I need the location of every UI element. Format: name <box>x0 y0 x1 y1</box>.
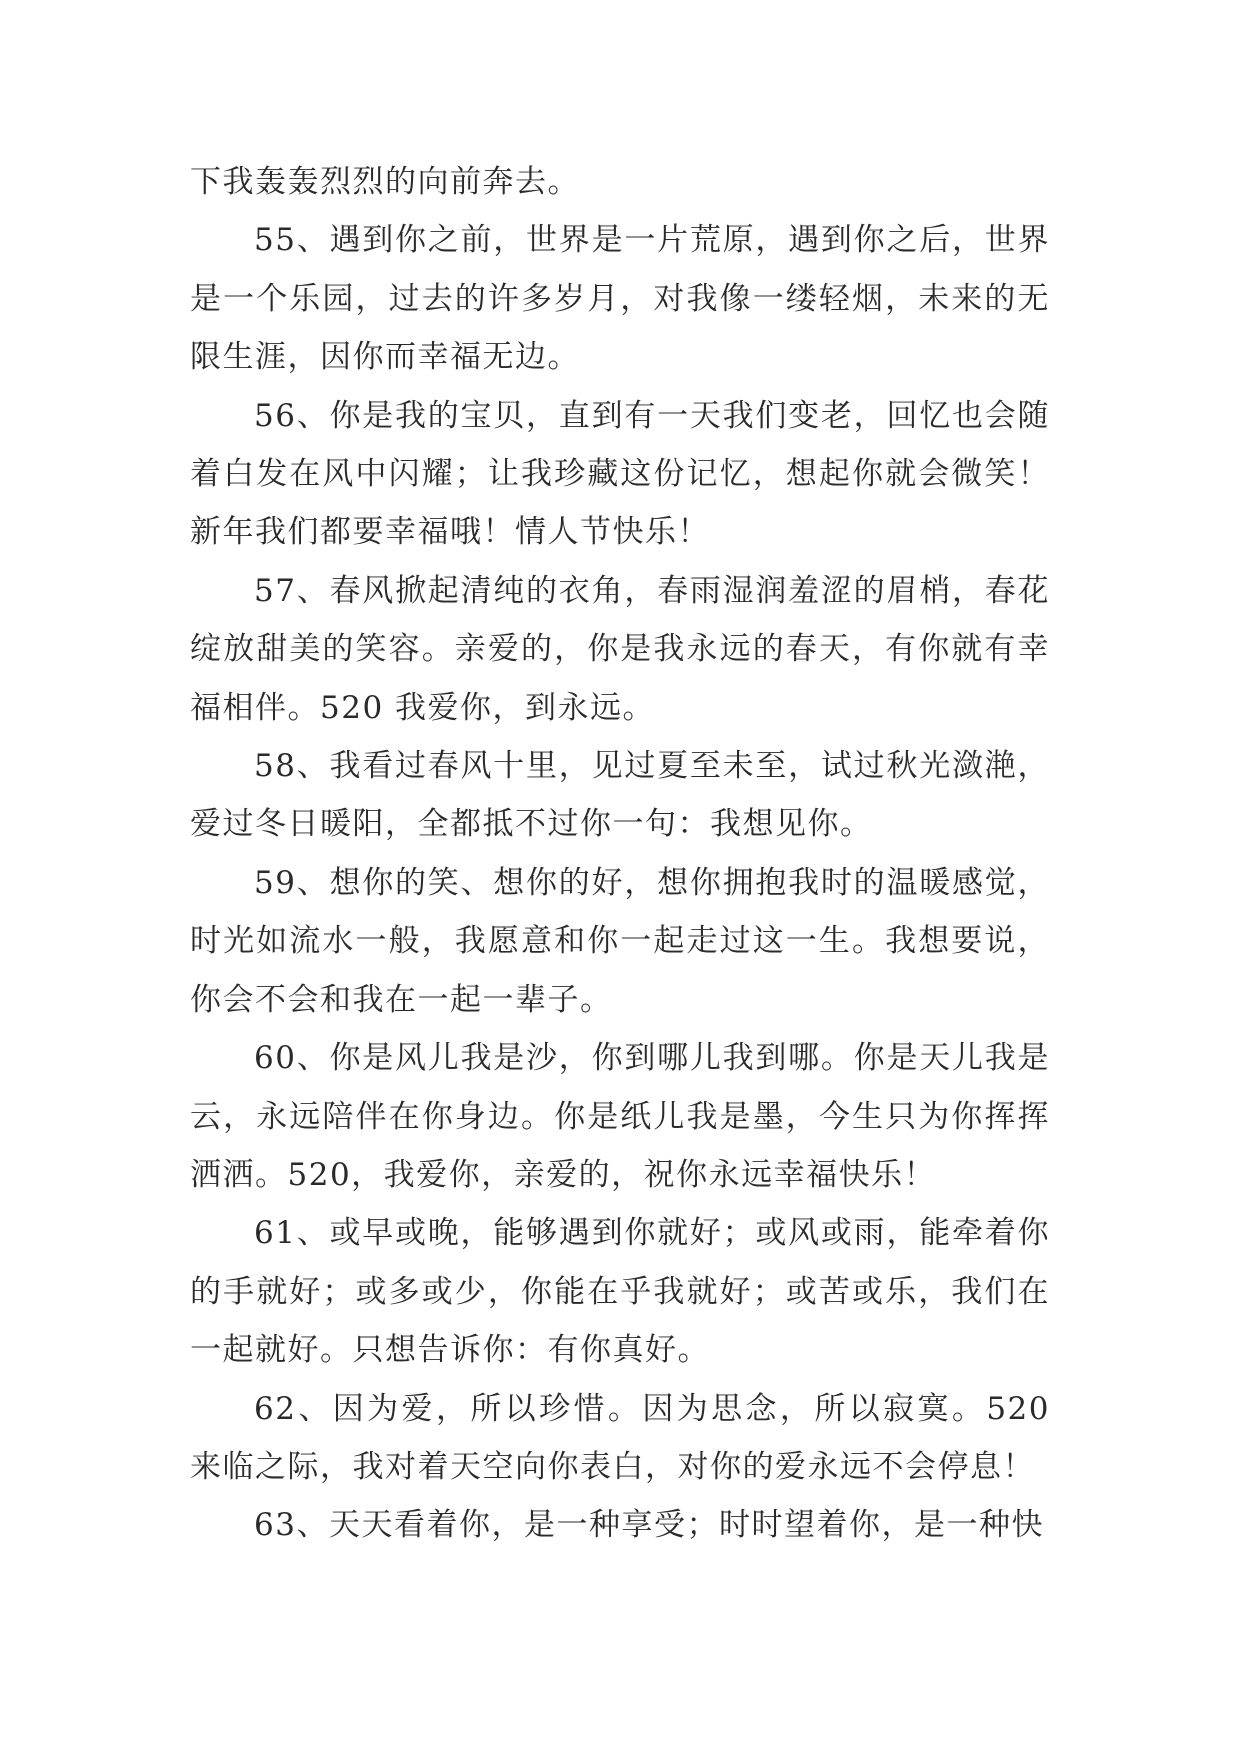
paragraph-56: 56、你是我的宝贝，直到有一天我们变老，回忆也会随着白发在风中闪耀；让我珍藏这份记忆，想起你就会微笑！新年我们都要幸福哦！情人节快乐！ <box>190 397 1050 551</box>
paragraph-59: 59、想你的笑、想你的好，想你拥抱我时的温暖感觉，时光如流水一般，我愿意和你一起走过这一生。我想要说，你会不会和我在一起一辈子。 <box>190 864 1050 1018</box>
paragraph-61: 61、或早或晚，能够遇到你就好；或风或雨，能牵着你的手就好；或多或少，你能在乎我就好；或苦或乐，我们在一起就好。只想告诉你：有你真好。 <box>190 1215 1050 1369</box>
paragraph-continued: 下我轰轰烈烈的向前奔去。 <box>190 164 580 200</box>
paragraph-60: 60、你是风儿我是沙，你到哪儿我到哪。你是天儿我是云，永远陪伴在你身边。你是纸儿我是墨，今生只为你挥挥洒洒。520，我爱你，亲爱的，祝你永远幸福快乐！ <box>190 1040 1050 1193</box>
paragraph-55: 55、遇到你之前，世界是一片荒原，遇到你之后，世界是一个乐园，过去的许多岁月，对我像一缕轻烟，未来的无限生涯，因你而幸福无边。 <box>190 222 1050 376</box>
paragraph-62: 62、因为爱，所以珍惜。因为思念，所以寂寞。520 来临之际，我对着天空向你表白，对你的爱永远不会停息！ <box>190 1390 1050 1485</box>
paragraph-57: 57、春风掀起清纯的衣角，春雨湿润羞涩的眉梢，春花绽放甜美的笑容。亲爱的，你是我永远的春天，有你就有幸福相伴。520 我爱你，到永远。 <box>190 572 1050 726</box>
paragraph-63: 63、天天看着你，是一种享受；时时望着你，是一种快 <box>254 1507 1044 1544</box>
document-body <box>190 153 1050 1555</box>
paragraph-58: 58、我看过春风十里，见过夏至未至，试过秋光潋滟，爱过冬日暖阳，全都抵不过你一句：我想见你。 <box>190 748 1050 843</box>
